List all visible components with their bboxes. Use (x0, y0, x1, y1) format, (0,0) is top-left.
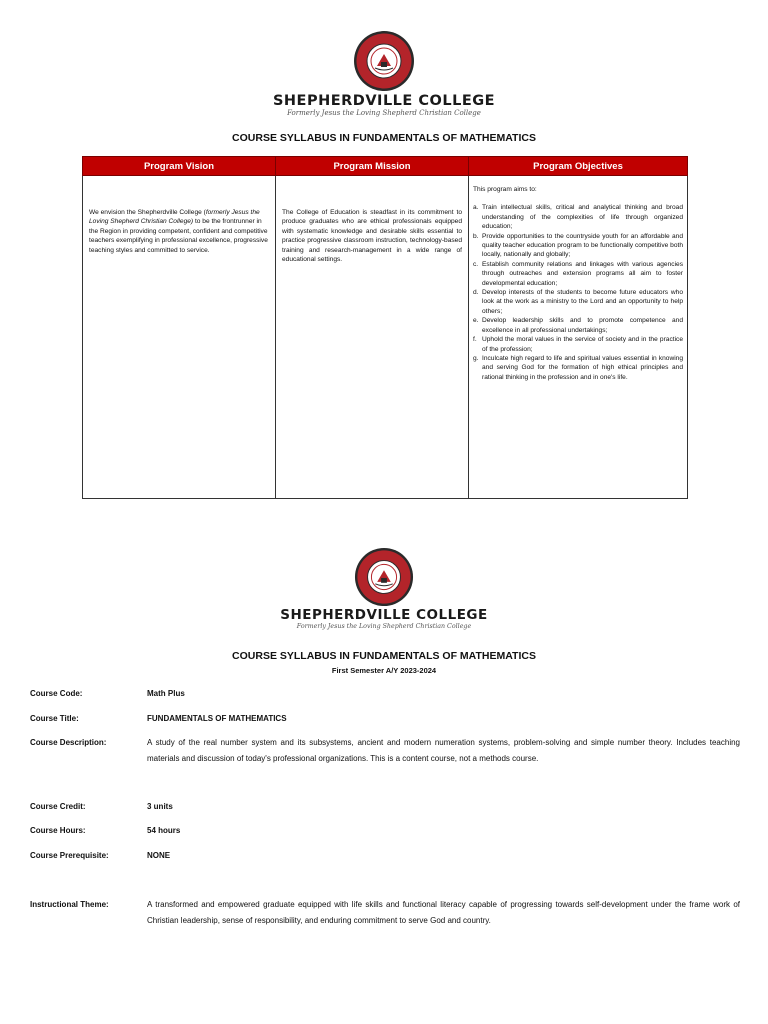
course-hours-value: 54 hours (147, 826, 181, 835)
course-title-value: FUNDAMENTALS OF MATHEMATICS (147, 714, 287, 723)
header-program-mission: Program Mission (276, 157, 469, 176)
syllabus-title-2: COURSE SYLLABUS IN FUNDAMENTALS OF MATHEMATICS (232, 650, 536, 662)
objective-item (473, 203, 683, 231)
college-formerly: Formerly Jesus the Loving Shepherd Christian College (287, 108, 481, 117)
objective-marker: b. (473, 232, 479, 240)
program-objectives-cell (469, 176, 688, 499)
course-title-row (30, 711, 740, 727)
course-code-value: Math Plus (147, 689, 185, 698)
objective-text: Establish community relations and linkages with various agencies through outreaches and extension programs all aim to foster developmental education; (482, 260, 683, 287)
objective-item (473, 335, 683, 354)
vision-text-italic: formerly Jesus the Loving Shepherd Christian College) (89, 209, 260, 226)
college-name: SHEPHERDVILLE COLLEGE (272, 93, 496, 109)
header-program-vision: Program Vision (83, 157, 276, 176)
college-name: SHEPHERDVILLE COLLEGE (280, 607, 488, 623)
objective-text: Develop interests of the students to become future educators who look at the work as a ministry to the Lord and an opportunity to help others; (482, 289, 683, 315)
program-table-header (83, 157, 688, 176)
objective-marker: d. (473, 289, 479, 297)
objective-marker: a. (473, 204, 479, 212)
college-seal-logo (354, 547, 414, 607)
program-table (82, 156, 688, 499)
course-title-label: Course Title: (30, 714, 79, 723)
college-header-second (0, 547, 768, 630)
course-credit-label: Course Credit: (30, 802, 86, 811)
program-table-body (83, 176, 688, 499)
syllabus-title: COURSE SYLLABUS IN FUNDAMENTALS OF MATHEMATICS (232, 132, 536, 144)
course-credit-value: 3 units (147, 802, 173, 811)
objectives-intro: This program aims to: (473, 186, 537, 193)
college-formerly: Formerly Jesus the Loving Shepherd Christian College (296, 622, 472, 630)
course-code-row (30, 686, 740, 702)
objective-item (473, 288, 683, 316)
objective-text: Train intellectual skills, critical and analytical thinking and broad understanding of the complexities of life through organized education; (482, 204, 683, 231)
objectives-list (473, 203, 683, 382)
objective-marker: e. (473, 317, 479, 325)
objective-text: Develop leadership skills and to promote competence and excellence in all professional undertakings; (482, 317, 683, 334)
course-hours-row (30, 823, 740, 839)
header-program-objectives: Program Objectives (469, 157, 688, 176)
instructional-theme-value: A transformed and empowered graduate equipped with life skills and functional literacy capable of progressing towards self-development under the frame work of Christian leadership, sense of responsibility, and enduring commitment to serve God and country. (147, 900, 740, 925)
program-mission-cell: The College of Education is steadfast in its commitment to produce graduates who are ethical professionals equipped with systematic knowledge and desirable skills essential to practice progressive classroom instruction, technology-based training and research-management in a wide range of educational settings. (276, 176, 469, 499)
semester-label: First Semester A/Y 2023-2024 (331, 666, 437, 675)
course-prerequisite-value: NONE (147, 851, 171, 860)
course-prerequisite-row (30, 848, 740, 864)
course-description-label: Course Description: (30, 738, 107, 747)
objective-marker: g. (473, 354, 479, 362)
course-hours-label: Course Hours: (30, 826, 86, 835)
course-credit-row (30, 799, 740, 815)
vision-text-post: to be the frontrunner in the Region in providing competent, confident and competitive teachers exemplifying in professional excellence, progressive teaching styles and committed to service. (89, 218, 268, 254)
objective-text: Uphold the moral values in the service of society and in the practice of the profession; (482, 336, 683, 353)
program-vision-cell (83, 176, 276, 499)
instructional-theme-row (30, 897, 740, 928)
college-header-top (0, 30, 768, 117)
course-code-label: Course Code: (30, 689, 83, 698)
college-seal-logo (353, 30, 415, 92)
vision-text-pre: We envision the Shepherdville College ( (89, 209, 206, 216)
instructional-theme-label: Instructional Theme: (30, 900, 109, 909)
course-prerequisite-label: Course Prerequisite: (30, 851, 109, 860)
objective-text: Provide opportunities to the countryside youth for an affordable and quality teacher education program to be functionally competitive both locally, nationally and globally; (482, 232, 683, 259)
objective-item (473, 354, 683, 382)
objective-item (473, 260, 683, 288)
course-description-value: A study of the real number system and its subsystems, ancient and modern numeration systems, problem-solving and simple number theory. Includes teaching materials and discussion of today's professional organizations. This is a content course, not a methods course. (147, 738, 740, 763)
objective-marker: c. (473, 260, 479, 268)
objective-item (473, 232, 683, 260)
objective-marker: f. (473, 336, 477, 344)
objective-item (473, 316, 683, 335)
course-description-row (30, 735, 740, 766)
objective-text: Inculcate high regard to life and spiritual values essential in knowing and serving God for the formation of high ethical principles and rational thinking in the profession and in one's life. (482, 354, 683, 381)
